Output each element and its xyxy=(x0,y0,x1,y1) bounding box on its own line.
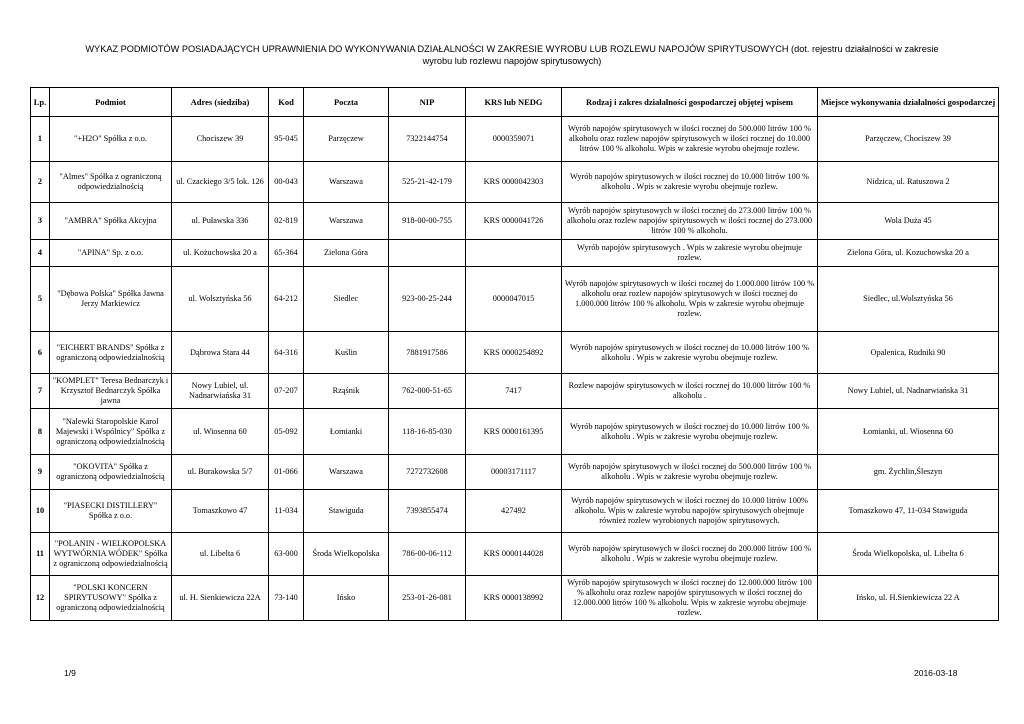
row-miejsce: Łomianki, ul. Wiosenna 60 xyxy=(818,409,999,455)
row-lp: 4 xyxy=(31,240,50,267)
row-krs: KRS 0000254892 xyxy=(466,332,562,374)
row-nip: 918-00-00-755 xyxy=(389,203,466,240)
row-kod: 95-045 xyxy=(269,117,304,162)
table-row xyxy=(31,267,999,332)
row-krs: 00003171117 xyxy=(466,455,562,490)
row-nip: 762-000-51-65 xyxy=(389,374,466,409)
table-row xyxy=(31,374,999,409)
register-table xyxy=(30,87,999,621)
row-podmiot: "+H2O" Spółka z o.o. xyxy=(50,117,172,162)
row-miejsce: Środa Wielkopolska, ul. Libelta 6 xyxy=(818,533,999,576)
row-miejsce: Wola Duża 45 xyxy=(818,203,999,240)
print-date: 2016-03-18 xyxy=(914,668,958,678)
row-rodzaj: Rozlew napojów spirytusowych w ilości rocznej do 10.000 litrów 100 % alkoholu . xyxy=(562,374,818,409)
row-kod: 05-092 xyxy=(269,409,304,455)
row-lp: 9 xyxy=(31,455,50,490)
row-nip: 7881917586 xyxy=(389,332,466,374)
row-nip: 923-00-25-244 xyxy=(389,267,466,332)
row-poczta: Rząśnik xyxy=(304,374,389,409)
row-kod: 11-034 xyxy=(269,490,304,533)
header-miejsce: Miejsce wykonywania działalności gospodarczej xyxy=(818,88,999,117)
row-kod: 64-212 xyxy=(269,267,304,332)
row-krs: KRS 0000138992 xyxy=(466,576,562,621)
row-miejsce: Ińsko, ul. H.Sienkiewicza 22 A xyxy=(818,576,999,621)
header-lp: Lp. xyxy=(31,88,50,117)
row-lp: 10 xyxy=(31,490,50,533)
row-nip: 253-01-26-081 xyxy=(389,576,466,621)
row-poczta: Parzęczew xyxy=(304,117,389,162)
row-rodzaj: Wyrób napojów spirytusowych w ilości rocznej do 273.000 litrów 100 % alkoholu oraz rozlew napojów spirytusowych w ilości rocznej do 273.000 litrów 100 % alkoholu. xyxy=(562,203,818,240)
header-adres: Adres (siedziba) xyxy=(172,88,269,117)
row-poczta: Zielona Góra xyxy=(304,240,389,267)
row-kod: 00-043 xyxy=(269,162,304,203)
row-rodzaj: Wyrób napojów spirytusowych w ilości rocznej do 10.000 litrów 100 % alkoholu . Wpis w zakresie wyrobu obejmuje rozlew. xyxy=(562,409,818,455)
row-rodzaj: Wyrób napojów spirytusowych w ilości rocznej do 10.000 litrów 100 % alkoholu . Wpis w zakresie wyrobu obejmuje rozlew. xyxy=(562,162,818,203)
row-adres: ul. Burakowska 5/7 xyxy=(172,455,269,490)
row-krs: 0000047015 xyxy=(466,267,562,332)
row-poczta: Ińsko xyxy=(304,576,389,621)
row-nip: 7393855474 xyxy=(389,490,466,533)
table-row xyxy=(31,409,999,455)
row-kod: 07-207 xyxy=(269,374,304,409)
row-miejsce: Tomaszkowo 47, 11-034 Stawiguda xyxy=(818,490,999,533)
row-rodzaj: Wyrób napojów spirytusowych w ilości rocznej do 200.000 litrów 100 % alkoholu . Wpis w zakresie wyrobu obejmuje rozlew. xyxy=(562,533,818,576)
row-podmiot: "POLANIN - WIELKOPOLSKA WYTWÓRNIA WÓDEK" Spółka z ograniczoną odpowiedzialnością xyxy=(50,533,172,576)
header-nip: NIP xyxy=(389,88,466,117)
row-rodzaj: Wyrób napojów spirytusowych w ilości rocznej do 1.000.000 litrów 100 % alkoholu oraz rozlew napojów spirytusowych w ilości rocznej do 1.000.000 litrów 100 % alkoholu. Wpis w zakresie wyrobu obejmuje rozlew. xyxy=(562,267,818,332)
row-krs: KRS 0000042303 xyxy=(466,162,562,203)
row-podmiot: "POLSKI KONCERN SPIRYTUSOWY" Spółka z ograniczoną odpowiedzialnością xyxy=(50,576,172,621)
row-lp: 1 xyxy=(31,117,50,162)
row-miejsce: Nidzica, ul. Ratuszowa 2 xyxy=(818,162,999,203)
row-podmiot: "Nalewki Staropolskie Karol Majewski i Wspólnicy" Spółka z ograniczoną odpowiedzialnością xyxy=(50,409,172,455)
header-krs: KRS lub NEDG xyxy=(466,88,562,117)
row-podmiot: "OKOVITA" Spółka z ograniczoną odpowiedzialnością xyxy=(50,455,172,490)
row-rodzaj: Wyrób napojów spirytusowych w ilości rocznej do 500.000 litrów 100 % alkoholu oraz rozlew napojów spirytusowych w ilości rocznej do 10.000 litrów 100 % alkoholu. Wpis w zakresie wyrobu obejmuje rozlew. xyxy=(562,117,818,162)
row-krs: KRS 0000041726 xyxy=(466,203,562,240)
row-adres: ul. Wiosenna 60 xyxy=(172,409,269,455)
row-podmiot: "APINA" Sp. z o.o. xyxy=(50,240,172,267)
header-kod: Kod xyxy=(269,88,304,117)
row-kod: 73-140 xyxy=(269,576,304,621)
row-poczta: Warszawa xyxy=(304,455,389,490)
row-kod: 64-316 xyxy=(269,332,304,374)
row-adres: ul. Wolsztyńska 56 xyxy=(172,267,269,332)
row-adres: ul. Libelta 6 xyxy=(172,533,269,576)
row-adres: ul. Kożuchowska 20 a xyxy=(172,240,269,267)
row-krs: 427492 xyxy=(466,490,562,533)
row-rodzaj: Wyrób napojów spirytusowych w ilości rocznej do 12.000.000 litrów 100 % alkoholu oraz rozlew napojów spirytusowych w ilości rocznej do 12.000.000 litrów 100 % alkoholu. Wpis w zakresie wyrobu obejmuje rozlew. xyxy=(562,576,818,621)
row-poczta: Kuślin xyxy=(304,332,389,374)
header-poczta: Poczta xyxy=(304,88,389,117)
row-lp: 3 xyxy=(31,203,50,240)
table-row xyxy=(31,117,999,162)
row-adres: ul. Puławska 336 xyxy=(172,203,269,240)
row-lp: 5 xyxy=(31,267,50,332)
row-poczta: Siedlec xyxy=(304,267,389,332)
row-rodzaj: Wyrób napojów spirytusowych w ilości rocznej do 10.000 litrów 100% alkoholu. Wpis w zakresie wyrobu napojów spirytusowych obejmuje również rozlew wyrobionych napojów spirytusowych. xyxy=(562,490,818,533)
row-miejsce: Opalenica, Rudniki 90 xyxy=(818,332,999,374)
row-lp: 11 xyxy=(31,533,50,576)
row-miejsce: Parzęczew, Chociszew 39 xyxy=(818,117,999,162)
header-rodzaj: Rodzaj i zakres działalności gospodarczej objętej wpisem xyxy=(562,88,818,117)
row-adres: ul. H. Sienkiewicza 22A xyxy=(172,576,269,621)
row-podmiot: "AMBRA" Spółka Akcyjna xyxy=(50,203,172,240)
table-row xyxy=(31,490,999,533)
row-podmiot: "Dębowa Polska" Spółka Jawna Jerzy Markiewicz xyxy=(50,267,172,332)
row-adres: Tomaszkowo 47 xyxy=(172,490,269,533)
row-nip: 525-21-42-179 xyxy=(389,162,466,203)
row-lp: 2 xyxy=(31,162,50,203)
row-krs: KRS 0000161395 xyxy=(466,409,562,455)
row-adres: ul. Czackiego 3/5 lok. 126 xyxy=(172,162,269,203)
row-rodzaj: Wyrób napojów spirytusowych w ilości rocznej do 10.000 litrów 100 % alkoholu . Wpis w zakresie wyrobu obejmuje rozlew. xyxy=(562,332,818,374)
row-adres: Chociszew 39 xyxy=(172,117,269,162)
row-miejsce: gm. Żychlin,Śleszyn xyxy=(818,455,999,490)
row-rodzaj: Wyrób napojów spirytusowych . Wpis w zakresie wyrobu obejmuje rozlew. xyxy=(562,240,818,267)
row-lp: 12 xyxy=(31,576,50,621)
row-lp: 7 xyxy=(31,374,50,409)
row-podmiot: "Almes" Spółka z ograniczoną odpowiedzialnością xyxy=(50,162,172,203)
row-kod: 65-364 xyxy=(269,240,304,267)
row-miejsce: Nowy Lubiel, ul. Nadnarwiańska 31 xyxy=(818,374,999,409)
page-number: 1/9 xyxy=(64,668,76,678)
row-poczta: Stawiguda xyxy=(304,490,389,533)
row-lp: 6 xyxy=(31,332,50,374)
table-row xyxy=(31,576,999,621)
table-row xyxy=(31,203,999,240)
table-row xyxy=(31,533,999,576)
table-row xyxy=(31,332,999,374)
table-row xyxy=(31,455,999,490)
row-podmiot: "PIASECKI DISTILLERY" Spółka z o.o. xyxy=(50,490,172,533)
row-kod: 02-819 xyxy=(269,203,304,240)
row-kod: 01-066 xyxy=(269,455,304,490)
row-podmiot: "KOMPLET" Teresa Bednarczyk i Krzysztof Bednarczyk Spółka jawna xyxy=(50,374,172,409)
row-nip: 118-16-85-030 xyxy=(389,409,466,455)
row-krs: 0000359071 xyxy=(466,117,562,162)
row-nip xyxy=(389,240,466,267)
row-adres: Dąbrowa Stara 44 xyxy=(172,332,269,374)
row-krs: 7417 xyxy=(466,374,562,409)
table-row xyxy=(31,240,999,267)
row-nip: 7322144754 xyxy=(389,117,466,162)
row-podmiot: "EICHERT BRANDS" Spółka z ograniczoną odpowiedzialnością xyxy=(50,332,172,374)
row-miejsce: Siedlec, ul.Wolsztyńska 56 xyxy=(818,267,999,332)
row-miejsce: Zielona Góra, ul. Kozuchowska 20 a xyxy=(818,240,999,267)
row-poczta: Środa Wielkopolska xyxy=(304,533,389,576)
row-nip: 786-00-06-112 xyxy=(389,533,466,576)
table-row xyxy=(31,162,999,203)
table-header-row xyxy=(31,88,999,117)
row-rodzaj: Wyrób napojów spirytusowych w ilości rocznej do 500.000 litrów 100 % alkoholu . Wpis w zakresie wyrobu obejmuje rozlew. xyxy=(562,455,818,490)
row-poczta: Warszawa xyxy=(304,162,389,203)
row-poczta: Warszawa xyxy=(304,203,389,240)
row-lp: 8 xyxy=(31,409,50,455)
row-poczta: Łomianki xyxy=(304,409,389,455)
row-nip: 7272732608 xyxy=(389,455,466,490)
header-podmiot: Podmiot xyxy=(50,88,172,117)
row-adres: Nowy Lubiel, ul. Nadnarwiańska 31 xyxy=(172,374,269,409)
document-title: WYKAZ PODMIOTÓW POSIADAJĄCYCH UPRAWNIENIA DO WYKONYWANIA DZIAŁALNOŚCI W ZAKRESIE WYROBU LUB ROZLEWU NAPOJÓW SPIRYTUSOWYCH (dot. rejestru działalności w zakresie wyrobu lub rozlewu napojów spirytusowych) xyxy=(85,44,939,66)
row-krs: KRS 0000144028 xyxy=(466,533,562,576)
row-krs xyxy=(466,240,562,267)
row-kod: 63-000 xyxy=(269,533,304,576)
